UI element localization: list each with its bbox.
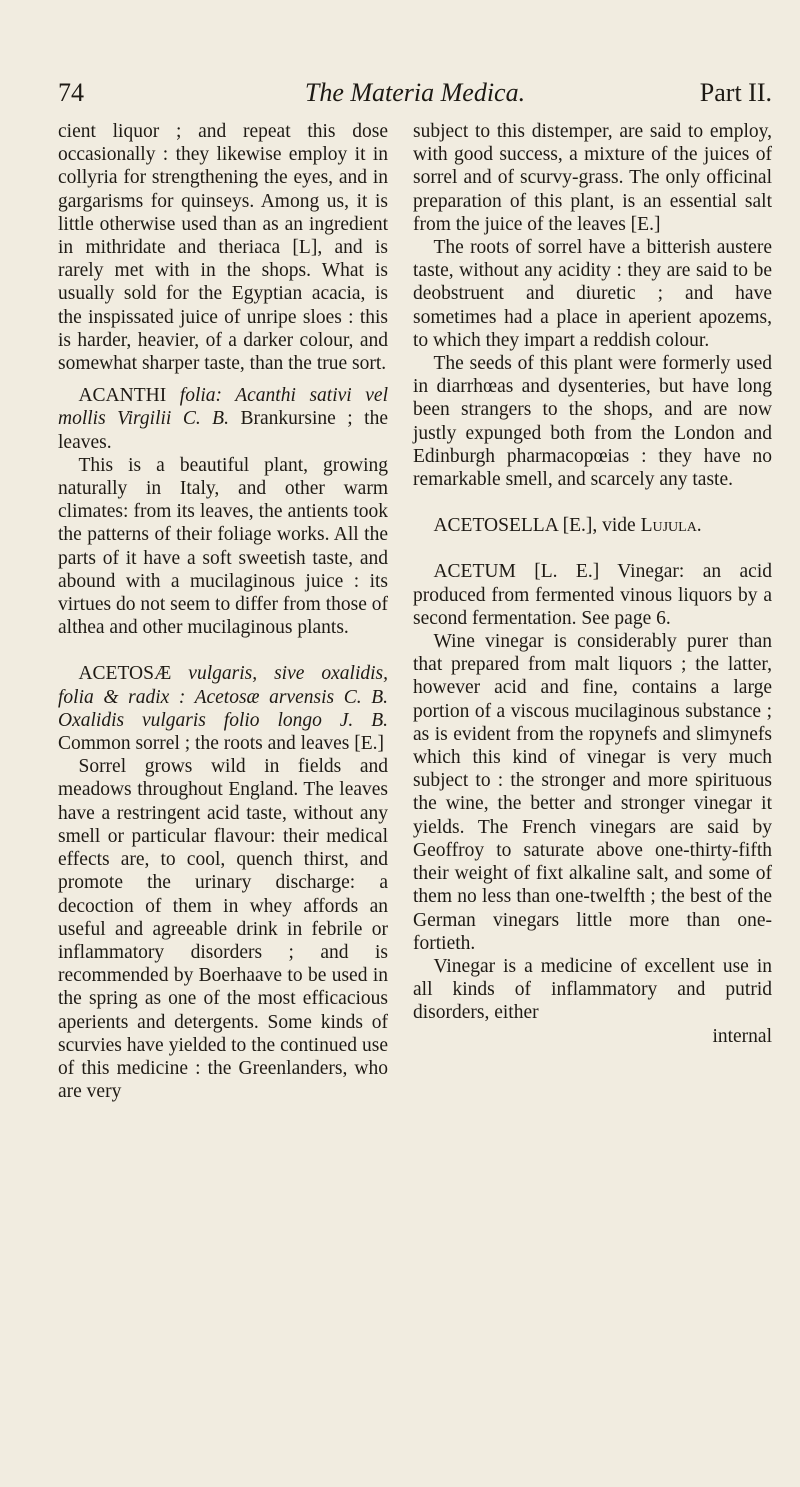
left-column — [58, 120, 388, 1103]
paragraph-acacia-continued: cient liquor ; and repeat this dose occasionally : they likewise employ it in collyria for strengthening the eyes, and in gargarisms for quinseys. Among us, it is little otherwise used than as an ingredient in mithridate and theriaca [L], and is rarely met with in the shops. What is usually sold for the Egyptian acacia, is the inspissated juice of unripe sloes : this is harder, heavier, of a darker colour, and somewhat sharper taste, than the true sort. — [58, 121, 388, 375]
catchword: internal — [712, 1025, 772, 1047]
right-column — [413, 120, 772, 1048]
entry-heading-acetosae: ACETOSÆ — [78, 663, 172, 685]
paragraph-acanthi: This is a beautiful plant, growing naturally in Italy, and other warm climates: from its leaves, the antients took the patterns of their foliage works. All the parts of it have a soft sweetish taste, and abound with a mucilaginous juice : its virtues do not seem to differ from those of althea and other mucilaginous plants. — [58, 454, 388, 639]
entry-text-acetum: [L. E.] Vinegar: an acid produced from fermented vinous liquors by a second fermentation. See page 6. — [413, 561, 772, 629]
entry-crossref-lujula: Lujula. — [640, 515, 702, 537]
entry-heading-acetum: ACETUM — [433, 561, 516, 583]
running-header — [58, 78, 772, 112]
running-title: The Materia Medica. — [304, 78, 526, 107]
entry-name-acetosae: Common sorrel ; the roots and leaves [E.] — [58, 733, 385, 755]
entry-acetum — [413, 560, 772, 630]
paragraph-sorrel-roots: The roots of sorrel have a bitterish austere taste, without any acidity : they are said to be deobstruent and diuretic ; and have sometimes had a place in aperient apozems, to which they impart a reddish colour. — [413, 237, 772, 351]
paragraph-wine-vinegar: Wine vinegar is considerably purer than that prepared from malt liquors ; the latter, however acid and fine, contains a large portion of a viscous mucilaginous substance ; as is evident from the ropynefs and slimynefs which this kind of vinegar is very much subject to : the stronger and more spirituous the wine, the better and stronger vinegar it yields. The French vinegars are said by Geoffroy to saturate above one-thirty-fifth their weight of fixt alkaline salt, and some of them no less than one-twelfth ; the best of the German vinegars little more than one-fortieth. — [413, 631, 772, 954]
entry-heading-acanthi: ACANTHI — [78, 385, 167, 407]
entry-latin-acanthi: folia: Acanthi sativi vel mollis Virgilii C. B. — [58, 385, 388, 430]
entry-latin-acetosae: vulgaris, sive oxalidis, folia & radix : Acetosæ arvensis C. B. Oxalidis vulgaris folio longo J. B. — [58, 663, 389, 731]
paragraph-vinegar-medicine: Vinegar is a medicine of excellent use in all kinds of inflammatory and putrid disorders, either — [413, 955, 772, 1024]
entry-name-acanthi: Brankursine ; the leaves. — [58, 408, 389, 453]
page-number: 74 — [58, 78, 84, 107]
paragraph-sorrel-continued: subject to this distemper, are said to employ, with good success, a mixture of the juices of sorrel and of scurvy-grass. The only officinal preparation of this plant, is an essential salt from the juice of the leaves [E.] — [413, 121, 772, 235]
entry-acetosella — [413, 514, 772, 537]
paragraph-acetosae: Sorrel grows wild in fields and meadows throughout England. The leaves have a restringent acid taste, without any smell or particular flavour: their medical effects are, to cool, quench thirst, and promote the urinary discharge: a decoction of them in whey affords an useful and agreeable drink in febrile or inflammatory disorders ; and is recommended by Boerhaave to be used in the spring as one of the most efficacious aperients and detergents. Some kinds of scurvies have yielded to the continued use of this medicine : the Greenlanders, who are very — [58, 756, 388, 1103]
entry-acanthi — [58, 384, 388, 454]
entry-heading-acetosella: ACETOSELLA — [433, 515, 558, 537]
entry-ref-acetosella: [E.], vide — [562, 515, 636, 537]
part-label: Part II. — [699, 78, 772, 107]
paragraph-sorrel-seeds: The seeds of this plant were formerly used in diarrhœas and dysenteries, but have long been strangers to the shops, and are now justly expunged both from the London and Edinburgh pharmacopœias : they have no remarkable smell, and scarcely any taste. — [413, 353, 772, 491]
entry-acetosae — [58, 662, 388, 755]
